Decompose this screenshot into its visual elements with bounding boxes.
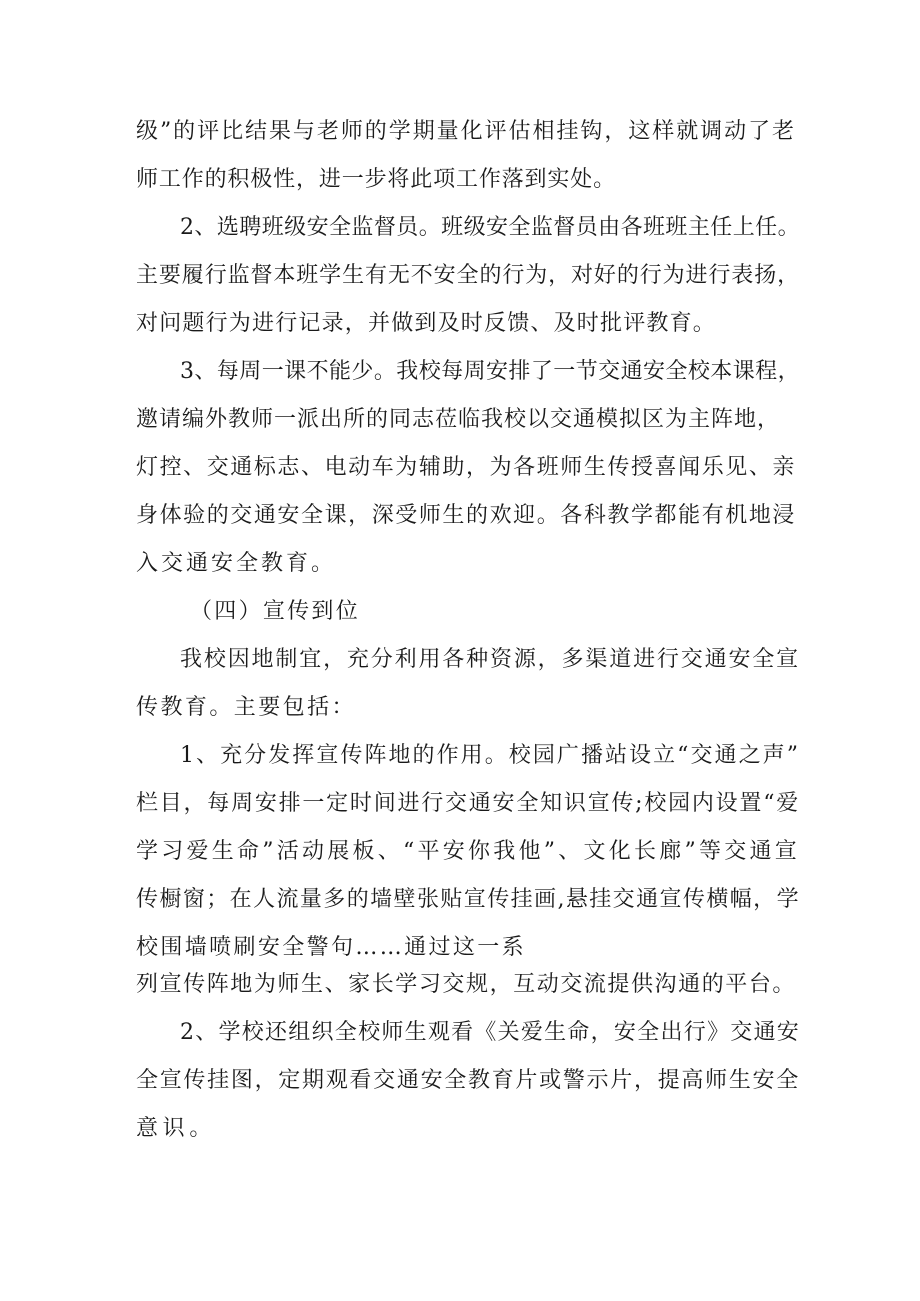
text-line: 2、学校还组织全校师生观看《关爱生命，安全出行》交通安 (180, 1020, 800, 1045)
text-line: 学习爱生命”活动展板、“平安你我他”、文化长廊”等交通宣 (136, 839, 800, 864)
text-line: 意识。 (136, 1116, 216, 1141)
text-line: 3、每周一课不能少。我校每周安排了一节交通安全校本课程， (180, 359, 800, 384)
text-line: 入交通安全教育。 (136, 551, 336, 576)
text-line: 主要履行监督本班学生有无不安全的行为，对好的行为进行表扬， (136, 263, 800, 288)
text-line: 灯控、交通标志、电动车为辅助，为各班师生传授喜闻乐见、亲 (136, 455, 796, 480)
text-line: 校围墙喷刷安全警句……通过这一系 (136, 935, 526, 960)
text-line: 2、选聘班级安全监督员。班级安全监督员由各班班主任上任。 (180, 215, 800, 240)
text-line: 栏目，每周安排一定时间进行交通安全知识宣传;校园内设置“爱 (136, 791, 800, 816)
text-line: 对问题行为进行记录，并做到及时反馈、及时批评教育。 (136, 311, 716, 336)
text-line: 我校因地制宜，充分利用各种资源，多渠道进行交通安全宣 (180, 647, 800, 672)
text-line: 身体验的交通安全课，深受师生的欢迎。各科教学都能有机地浸 (136, 503, 796, 528)
text-line: 传教育。主要包括： (136, 695, 356, 720)
section-heading: （四）宣传到位 (190, 599, 360, 624)
text-line: 级”的评比结果与老师的学期量化评估相挂钩，这样就调动了老 (136, 119, 796, 144)
text-line: 1、充分发挥宣传阵地的作用。校园广播站设立“交通之声” (180, 743, 800, 768)
text-line: 全宣传挂图，定期观看交通安全教育片或警示片，提高师生安全 (136, 1068, 800, 1093)
text-line: 列宣传阵地为师生、家长学习交规，互动交流提供沟通的平台。 (136, 972, 796, 997)
text-line: 师工作的积极性，进一步将此项工作落到实处。 (136, 167, 616, 192)
text-line: 传橱窗；在人流量多的墙壁张贴宣传挂画,悬挂交通宣传横幅，学 (136, 887, 800, 912)
text-line: 邀请编外教师一派出所的同志莅临我校以交通模拟区为主阵地， (136, 407, 780, 432)
